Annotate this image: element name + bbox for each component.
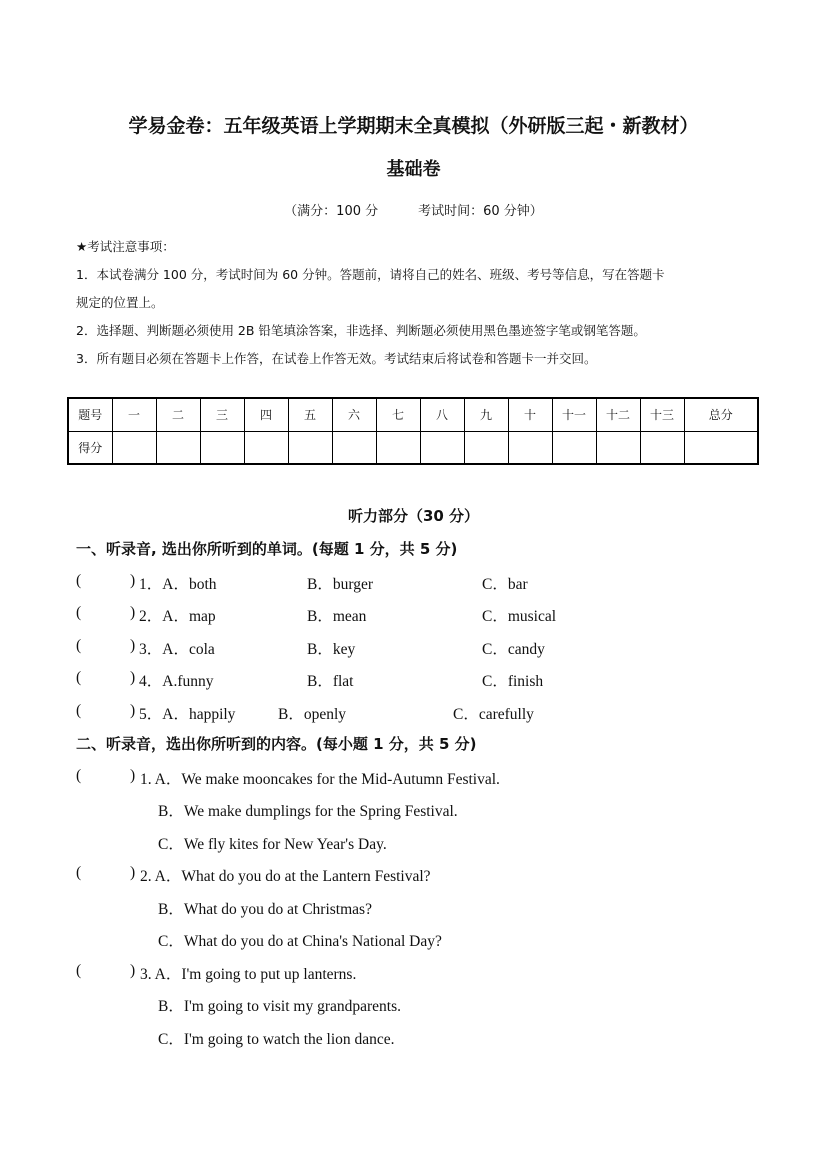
option-c: C．musical — [482, 608, 557, 625]
score-input-cell[interactable] — [112, 431, 156, 464]
table-cell: 七 — [376, 398, 420, 431]
table-row — [68, 398, 758, 431]
table-cell: 十 — [508, 398, 552, 431]
option-b: B．mean — [307, 608, 367, 625]
table-cell: 十一 — [552, 398, 596, 431]
option-b: B．What do you do at Christmas? — [158, 901, 372, 918]
full-score: （满分：100 分 — [284, 204, 379, 219]
answer-bracket-open[interactable]: ( — [76, 572, 82, 589]
answer-bracket-close: ) — [130, 604, 136, 621]
notice-item: 1．本试卷满分 100 分，考试时间为 60 分钟。答题前，请将自己的姓名、班级、考号等信息，写在答题卡 — [76, 267, 665, 282]
option-b: B．flat — [307, 673, 354, 690]
option-b: B．We make dumplings for the Spring Festival. — [158, 803, 458, 820]
score-input-cell[interactable] — [156, 431, 200, 464]
score-table — [67, 397, 759, 465]
table-cell: 一 — [112, 398, 156, 431]
table-cell: 八 — [420, 398, 464, 431]
option-a: 1．A．both — [139, 576, 217, 593]
part2-title: 二、听录音，选出你所听到的内容。(每小题 1 分，共 5 分) — [76, 735, 477, 753]
exam-time: 考试时间：60 分钟） — [418, 204, 543, 219]
answer-bracket-open[interactable]: ( — [76, 864, 82, 881]
part1-title: 一、听录音, 选出你所听到的单词。(每题 1 分，共 5 分) — [76, 540, 458, 558]
option-a: 1. A．We make mooncakes for the Mid-Autumn Festival. — [140, 771, 500, 788]
answer-bracket-open[interactable]: ( — [76, 637, 82, 654]
exam-notice — [76, 233, 756, 373]
table-cell: 四 — [244, 398, 288, 431]
option-c: C．carefully — [453, 706, 534, 723]
score-input-cell[interactable] — [332, 431, 376, 464]
table-cell: 总分 — [684, 398, 758, 431]
answer-bracket-close: ) — [130, 637, 136, 654]
table-cell: 九 — [464, 398, 508, 431]
option-a: 2. A．What do you do at the Lantern Festival? — [140, 868, 431, 885]
answer-bracket-open[interactable]: ( — [76, 962, 82, 979]
score-input-cell[interactable] — [376, 431, 420, 464]
option-c: C．finish — [482, 673, 544, 690]
table-cell: 五 — [288, 398, 332, 431]
answer-bracket-close: ) — [130, 702, 136, 719]
answer-bracket-open[interactable]: ( — [76, 669, 82, 686]
answer-bracket-close: ) — [130, 669, 136, 686]
score-input-cell[interactable] — [640, 431, 684, 464]
score-input-cell[interactable] — [288, 431, 332, 464]
option-b: B．key — [307, 641, 356, 658]
option-a: 3．A．cola — [139, 641, 215, 658]
table-cell: 十二 — [596, 398, 640, 431]
answer-bracket-open[interactable]: ( — [76, 604, 82, 621]
table-row — [68, 431, 758, 464]
answer-bracket-open[interactable]: ( — [76, 702, 82, 719]
option-c: C．candy — [482, 641, 545, 658]
notice-heading: ★考试注意事项： — [76, 239, 175, 254]
score-input-cell[interactable] — [684, 431, 758, 464]
option-c: C．We fly kites for New Year's Day. — [158, 836, 387, 853]
option-a: 2．A．map — [139, 608, 216, 625]
page-title: 学易金卷：五年级英语上学期期末全真模拟（外研版三起・新教材） — [128, 115, 699, 137]
answer-bracket-close: ) — [130, 962, 136, 979]
answer-bracket-open[interactable]: ( — [76, 767, 82, 784]
table-cell: 六 — [332, 398, 376, 431]
option-a: 4．A.funny — [139, 673, 214, 690]
option-b: B．I'm going to visit my grandparents. — [158, 998, 402, 1015]
answer-bracket-close: ) — [130, 864, 136, 881]
option-b: B．burger — [307, 576, 374, 593]
page-subtitle: 基础卷 — [386, 159, 441, 180]
score-input-cell[interactable] — [200, 431, 244, 464]
score-input-cell[interactable] — [552, 431, 596, 464]
score-input-cell[interactable] — [508, 431, 552, 464]
notice-item: 2．选择题、判断题必须使用 2B 铅笔填涂答案，非选择、判断题必须使用黑色墨迹签字笔或钢笔答题。 — [76, 323, 646, 338]
option-c: C．What do you do at China's National Day? — [158, 933, 442, 950]
table-cell: 得分 — [68, 431, 112, 464]
notice-item: 规定的位置上。 — [76, 295, 164, 310]
option-c: C．bar — [482, 576, 528, 593]
table-cell: 三 — [200, 398, 244, 431]
answer-bracket-close: ) — [130, 572, 136, 589]
score-input-cell[interactable] — [596, 431, 640, 464]
option-a: 5．A．happily — [139, 706, 236, 723]
table-cell: 十三 — [640, 398, 684, 431]
option-c: C．I'm going to watch the lion dance. — [158, 1031, 395, 1048]
option-b: B．openly — [278, 706, 347, 723]
notice-item: 3．所有题目必须在答题卡上作答，在试卷上作答无效。考试结束后将试卷和答题卡一并交回。 — [76, 351, 597, 366]
listening-heading: 听力部分（30 分） — [347, 507, 480, 525]
table-cell: 题号 — [68, 398, 112, 431]
score-input-cell[interactable] — [464, 431, 508, 464]
score-input-cell[interactable] — [420, 431, 464, 464]
answer-bracket-close: ) — [130, 767, 136, 784]
exam-meta — [0, 200, 827, 219]
option-a: 3. A．I'm going to put up lanterns. — [140, 966, 357, 983]
score-input-cell[interactable] — [244, 431, 288, 464]
table-cell: 二 — [156, 398, 200, 431]
